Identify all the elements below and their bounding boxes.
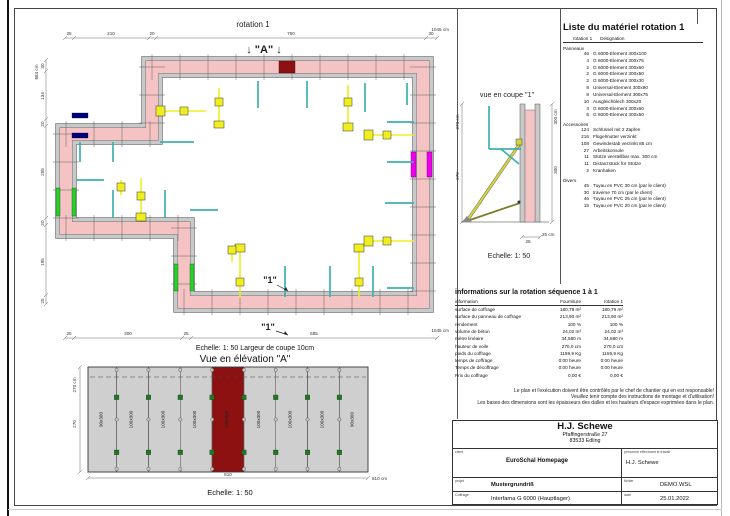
info-col-rotation: rotation 1 [603,299,623,304]
dim-label: 134 [40,92,45,100]
push-pull-prop [467,142,521,221]
info-cell: 100 % [567,321,581,327]
info-row [455,313,623,320]
material-row [563,148,715,155]
green-panel [174,264,178,291]
navy-panel [72,133,88,138]
panel-size-label: 100x300 [192,410,198,429]
material-designation: G 6000-Element 300x60 [593,64,644,70]
green-panel [56,188,60,216]
title-block-company-row [453,421,717,449]
dim-label: 25 [525,239,531,244]
file-cell [622,478,717,491]
material-row [563,106,715,113]
dim-label: 685 [310,331,318,336]
material-qty: 11 [584,154,589,160]
info-table-title: informations sur la rotation séquence 1 à 1 [455,289,598,296]
material-designation: Gewindestab verzinkt 85 cm [593,140,652,146]
material-row [563,141,715,148]
dim-label: 30 [428,31,434,36]
info-cell: 0:00 heure [600,358,623,364]
material-row [563,58,715,65]
company-address1: Pfaffingerstraße 27 [562,431,608,438]
material-designation: Universal-Element 300x75 [593,91,648,97]
info-cell: 213,90 m² [601,314,623,320]
section-view [450,80,562,265]
dim-total: 25 cm [542,232,555,237]
navy-panel [72,113,88,118]
section-scale: Echelle: 1: 50 [487,253,531,260]
info-cell: 100 % [609,321,623,327]
info-cell: mètre linéaire [455,336,484,342]
material-designation: traverse 70 cm (par le client) [593,189,653,195]
info-cell: 270,0 cm [561,343,581,349]
dim-label: 20 [149,31,155,36]
formwork-panel [520,104,525,222]
date-label: date [624,493,631,497]
green-panel [190,264,194,291]
cut-label: "1" [261,322,275,332]
material-row [563,168,715,175]
material-qty: 11 [584,161,589,167]
company-name: H.J. Schewe [557,421,613,432]
material-designation: Tuyau en PVC 30 cm (par le client) [593,182,666,188]
dim-label: 25 [183,331,189,336]
panel-size-label: 100x300 [319,410,325,429]
panel-size-label: 90x300 [98,411,104,428]
section-marker-a: ↓ "A" ↓ [246,44,282,56]
info-cell: 180,79 m² [559,307,581,313]
material-row [563,78,715,85]
material-designation: G 6000-Element 300x50 [593,71,644,77]
worker-label: personne effectuant le travail [624,450,671,454]
panel-joint-ticks [53,54,436,315]
dim-total: 300 cm [553,109,558,125]
page-bottom-edge [8,509,722,510]
material-section-header: Accessoires [563,122,589,128]
material-row [563,92,715,99]
material-row [563,183,715,190]
disclaimer [440,388,714,406]
info-cell: 34,580 m [561,336,581,342]
info-cell: surface de coffrage [455,307,496,313]
info-cell: 0:00 heure [558,365,581,371]
page-left-edge [7,0,9,516]
disclaimer-line: Veuillez tenir compte des instructions de montage et d'utilisation! [571,394,714,400]
material-col-designation: Désignation [600,36,625,41]
material-designation: G 6000-Element 300x60 [593,105,644,111]
material-row [563,65,715,72]
material-qty: 4 [586,57,589,63]
material-qty: 124 [581,127,589,133]
dim-label: 195 [40,258,45,266]
info-cell: Temps de décoffrage [455,365,499,371]
material-list-header [563,36,703,43]
disclaimer-line: Les bases des dimensions sont les épaisseurs des dalles et les hauteurs d'espace exprimées dans le plan. [477,400,714,406]
info-table-header [455,298,623,306]
worker-value: H.J. Schewe [626,460,659,466]
dim-label: 270 [455,172,460,180]
material-designation: Ausgleichblech 300x20 [593,98,642,104]
material-row [563,190,715,197]
panel-size-label: 100x300 [160,410,166,429]
material-qty: 2 [586,78,589,84]
material-qty: 3 [586,105,589,111]
project-value: Mustergrundriß [491,482,534,488]
info-row [455,335,623,342]
cut-label: "1" [263,275,277,285]
info-cell: volume de béton [455,328,490,334]
info-cell: 1159,9 Kg [559,350,581,356]
material-row [563,85,715,92]
dim-label: 750 [287,31,295,36]
info-cell: 270,0 cm [603,343,623,349]
material-designation: G 6000-Element 300x30 [593,78,644,84]
material-designation: Kranhaken [593,168,616,173]
section-dim-bottom [520,232,555,244]
project-cell [453,478,622,491]
material-designation: Distanzstück für Stütze [593,161,641,167]
info-cell: 0,00 € [567,372,581,378]
material-designation: Tuyau en PVC 25 cm (par le client) [593,196,666,202]
dim-total: 270 cm [455,114,460,130]
info-cell: 24,02 m³ [562,328,581,334]
dim-label: 810 [224,472,232,477]
elevation-dim-bottom [86,472,387,481]
dim-label: 300 [553,166,558,174]
info-row [455,357,623,364]
material-designation: G 6000-Element 300x50 [593,112,644,118]
file-label: fichier [624,479,634,483]
dim-label: 210 [107,31,115,36]
material-designation: Tuyau en PVC 20 cm (par le client) [593,203,666,209]
elevation-panels [88,367,368,472]
formwork-label: Coffrage [455,493,469,497]
elevation-scale: Echelle: 1: 50 [207,488,253,497]
info-table-body [455,306,623,379]
client-cell [453,449,622,477]
material-qty: 46 [583,51,589,56]
material-designation: Arbeitskonsole [593,147,624,153]
green-panel [72,188,76,216]
material-section-header: Panneaux [563,46,585,51]
panel-size-label: 90x300 [349,411,355,428]
material-row [563,99,715,106]
file-value: DEMO.WSL [660,482,692,488]
info-cell: surface du panneau de coffrage [455,314,522,320]
material-designation: Universal-Element 300x90 [593,85,648,91]
material-qty: 15 [583,203,589,209]
info-cell: rendement [455,321,478,327]
info-row [455,321,623,328]
material-qty: 10 [583,98,589,104]
info-row [455,343,623,350]
plan-scale-note: Echelle: 1: 50 Largeur de coupe 10cm [195,345,315,352]
material-row [563,154,715,161]
material-designation: Schlüssel mit 2 Zapfen [593,127,641,133]
client-value: EuroSchal Homepage [505,458,568,464]
panel-size-label: 100x300 [255,410,261,429]
dim-label: 25 [40,298,45,304]
material-row [563,203,715,210]
section-dim-right [550,102,558,224]
wall-ties [76,81,414,297]
panel-size-label: 100x300 [287,410,293,429]
material-qty: 5 [586,112,589,118]
formwork-panel [535,104,540,222]
dim-label: 20 [40,121,45,127]
info-cell: temps de coffrage [455,358,493,364]
material-qty: 27 [583,147,589,153]
elevation-view [60,362,400,488]
rotation-info-table [455,289,623,379]
material-qty: 45 [583,182,589,188]
dim-label: 270 [72,420,77,428]
material-list [563,22,715,210]
material-row [563,51,715,58]
material-row [563,71,715,78]
elevation-dim-left [72,365,82,474]
info-cell: hauteur de voile [455,343,489,349]
material-designation: G 6000-Element 300x100 [593,51,647,56]
material-qty: 2 [586,168,589,173]
concrete-wall [525,110,535,222]
info-row [455,328,623,335]
material-section-header: Divers [563,177,577,183]
info-cell: 213,90 m² [559,314,581,320]
info-row [455,306,623,313]
dim-label: 255 [40,168,45,176]
date-cell [622,492,717,505]
material-row [563,127,715,134]
elevation-title: Vue en élévation "A" [199,354,291,365]
info-cell: 0:00 heure [558,358,581,364]
brace-pin [518,201,521,204]
material-qty: 2 [586,64,589,70]
company-address2: 83533 Edling [569,437,601,444]
plan-dim-bottom [63,328,449,340]
dim-total: 1045 cm [431,328,449,333]
formwork-cell [453,492,622,505]
material-designation: G 6000-Element 300x75 [593,57,644,63]
magenta-panel [427,152,432,177]
highlight-panel [279,61,295,73]
material-list-body [563,46,715,210]
dim-label: 25 [66,31,72,36]
material-designation: Flügelmutter verzinkt [593,133,637,139]
material-designation: Stütze verstellbar max. 300 cm [593,154,658,160]
info-row [455,350,623,357]
material-row [563,161,715,168]
info-col-fourniture: Fourniture [560,299,581,304]
info-cell: 1159,9 Kg [601,350,623,356]
date-value: 25.01.2022 [660,496,690,502]
material-row [563,196,715,203]
info-row [455,372,623,379]
material-list-title: Liste du matériel rotation 1 [563,22,685,33]
material-qty: 216 [581,133,589,139]
worker-cell [622,449,717,477]
dim-label: 30 [40,63,45,69]
material-qty: 30 [583,189,589,195]
info-col-label: information [455,299,478,304]
page-right-edge [721,0,722,516]
info-cell: 34,580 m [603,336,623,342]
material-qty: 8 [586,91,589,97]
dim-total: 684 cm [34,64,39,80]
dim-total: 270 cm [72,377,77,393]
plan-title: rotation 1 [236,20,270,29]
panel-size-label: 100x300 [128,410,134,429]
formwork-value: Interfama G 6000 (Hauptlager) [491,496,570,502]
dim-total: 1045 cm [431,27,449,32]
info-row [455,364,623,371]
title-block [452,420,718,505]
prop-head [516,139,522,145]
dim-label: 20 [40,220,45,226]
floor-plan-view [14,16,450,360]
info-cell: Prix du coffrage [455,372,488,378]
info-cell: 0:00 heure [600,365,623,371]
material-row [563,134,715,141]
project-label: projet [455,479,464,483]
material-qty: 108 [581,140,589,146]
info-cell: 180,79 m² [601,307,623,313]
material-row [563,112,715,119]
material-qty: 46 [583,196,589,202]
section-dim-left [455,102,464,224]
disclaimer-line: Le plan et l'exécution doivent être contrôlés par le chef de chantier qui en est responsable! [514,388,714,394]
material-qty: 2 [586,71,589,77]
dim-total: 810 cm [372,476,388,481]
material-col-qty: rotation 1 [573,36,593,41]
magenta-panel [411,152,416,177]
client-label: client [455,450,464,454]
info-cell: 24,02 m³ [604,328,623,334]
plan-dim-left [34,58,48,306]
panel-size-label: 100x300 [224,410,229,429]
section-title: vue en coupe "1" [479,90,535,99]
dim-label: 300 [124,331,132,336]
info-cell: 0,00 € [609,372,623,378]
material-qty: 8 [586,85,589,91]
info-cell: poids du coffrage [455,350,491,356]
dim-label: 25 [66,331,72,336]
